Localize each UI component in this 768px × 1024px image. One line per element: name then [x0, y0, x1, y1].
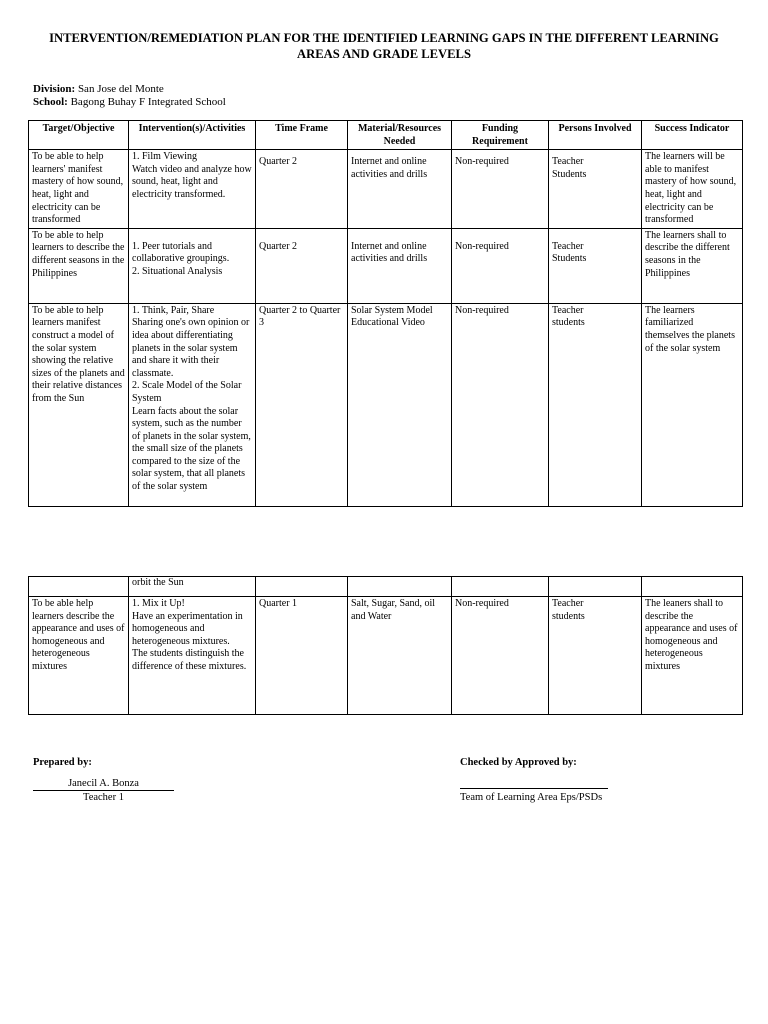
checker-signature-line [460, 777, 608, 789]
timeframe-cell: Quarter 2 [256, 150, 348, 229]
header-funding: Funding Requirement [452, 121, 549, 150]
materials-cell: Internet and online activities and drills [348, 150, 452, 229]
header-time-frame: Time Frame [256, 121, 348, 150]
funding-cell: Non-required [452, 150, 549, 229]
division-line [33, 82, 164, 96]
activities-cell: 1. Peer tutorials and collaborative groupings. 2. Situational Analysis [129, 228, 256, 303]
header-row [29, 121, 743, 150]
funding-cell: Non-required [452, 303, 549, 506]
page-title: INTERVENTION/REMEDIATION PLAN FOR THE IDENTIFIED LEARNING GAPS IN THE DIFFERENT LEARNING AREAS AND GRADE LEVELS [49, 31, 719, 61]
preparer-role: Teacher 1 [83, 792, 124, 803]
objective-cell [29, 577, 129, 597]
materials-cell [348, 577, 452, 597]
timeframe-cell [256, 577, 348, 597]
objective-cell: To be able to help learners to describe the different seasons in the Philippines [29, 228, 129, 303]
persons-cell: Teacher Students [549, 150, 642, 229]
table-row [29, 303, 743, 506]
activities-cell: 1. Think, Pair, Share Sharing one's own opinion or idea about differentiating planets in the solar system and share it with their classmate. 2. Scale Model of the Solar System Learn facts about the solar system, such as the number of planets in the solar system, the small size of the planets compared to the size of the solar system, that all planets of the solar system [129, 303, 256, 506]
prepared-by-label: Prepared by: [33, 757, 92, 768]
indicator-cell: The leaners shall to describe the appearance and uses of homogeneous and heterogeneous mixtures [642, 597, 743, 715]
header-persons: Persons Involved [549, 121, 642, 150]
indicator-cell: The learners familiarized themselves the planets of the solar system [642, 303, 743, 506]
funding-cell [452, 577, 549, 597]
activities-cell: 1. Mix it Up! Have an experimentation in homogeneous and heterogeneous mixtures. The students distinguish the difference of these mixtures. [129, 597, 256, 715]
table-row [29, 577, 743, 597]
indicator-cell: The learners shall to describe the different seasons in the Philippines [642, 228, 743, 303]
indicator-cell [642, 577, 743, 597]
objective-cell: To be able to help learners manifest construct a model of the solar system showing the relative sizes of the planets and their relative distances from the Sun [29, 303, 129, 506]
persons-cell [549, 577, 642, 597]
timeframe-cell: Quarter 2 [256, 228, 348, 303]
table-row [29, 150, 743, 229]
activities-continuation-cell: orbit the Sun [129, 577, 256, 597]
table-row [29, 228, 743, 303]
school-label: School: [33, 96, 68, 108]
checked-by-label: Checked by Approved by: [460, 757, 577, 768]
header-success: Success Indicator [642, 121, 743, 150]
preparer-name: Janecil A. Bonza [33, 777, 174, 791]
plan-table-page1 [28, 120, 743, 507]
persons-cell: Teacher students [549, 597, 642, 715]
table-row [29, 597, 743, 715]
funding-cell: Non-required [452, 597, 549, 715]
division-value: San Jose del Monte [77, 83, 164, 95]
objective-cell: To be able help learners describe the appearance and uses of homogeneous and heterogeneous mixtures [29, 597, 129, 715]
checker-role: Team of Learning Area Eps/PSDs [460, 792, 603, 803]
materials-cell: Solar System Model Educational Video [348, 303, 452, 506]
timeframe-cell: Quarter 2 to Quarter 3 [256, 303, 348, 506]
persons-cell: Teacher Students [549, 228, 642, 303]
timeframe-cell: Quarter 1 [256, 597, 348, 715]
funding-cell: Non-required [452, 228, 549, 303]
school-value: Bagong Buhay F Integrated School [70, 96, 226, 108]
materials-cell: Internet and online activities and drills [348, 228, 452, 303]
indicator-cell: The learners will be able to manifest mastery of how sound, heat, light and electricity can be transformed [642, 150, 743, 229]
plan-table-page2 [28, 576, 743, 715]
objective-cell: To be able to help learners' manifest mastery of how sound, heat, light and electricity can be transformed [29, 150, 129, 229]
persons-cell: Teacher students [549, 303, 642, 506]
activities-cell: 1. Film Viewing Watch video and analyze how sound, heat, light and electricity transformed. [129, 150, 256, 229]
header-interventions: Intervention(s)/Activities [129, 121, 256, 150]
school-line [33, 95, 226, 109]
division-label: Division: [33, 83, 76, 95]
header-target: Target/Objective [29, 121, 129, 150]
materials-cell: Salt, Sugar, Sand, oil and Water [348, 597, 452, 715]
header-materials: Material/Resources Needed [348, 121, 452, 150]
